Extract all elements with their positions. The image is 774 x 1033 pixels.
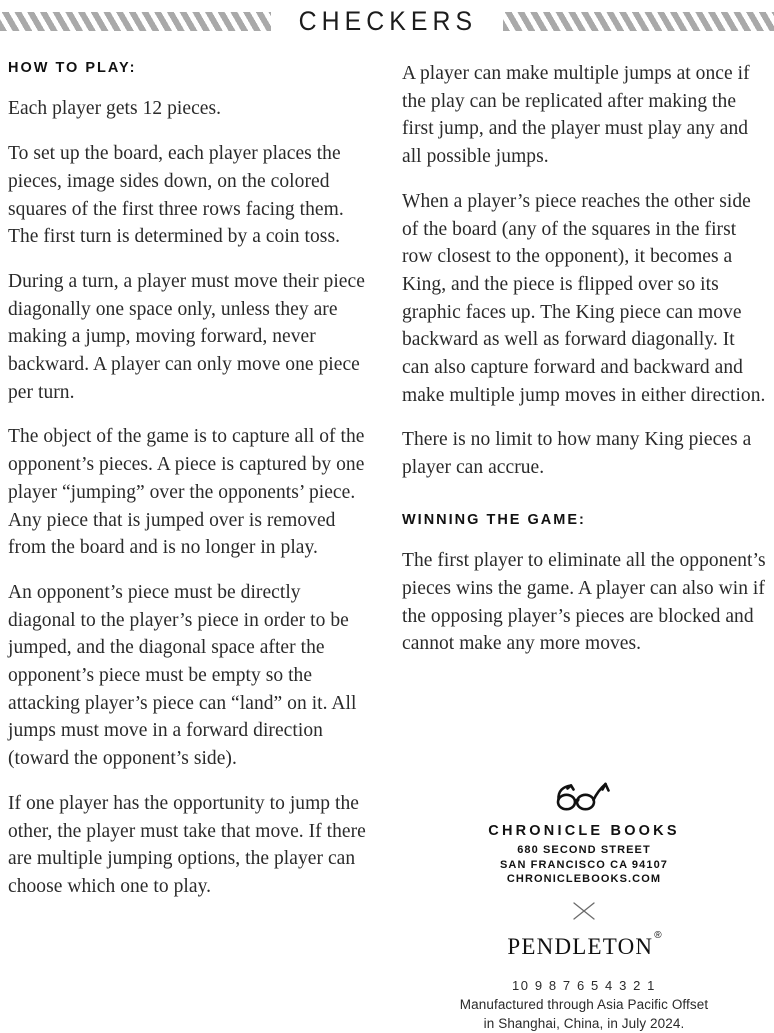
left-column — [8, 60, 372, 901]
publisher-city: SAN FRANCISCO CA 94107 — [499, 858, 669, 871]
x-cross-icon — [571, 900, 597, 922]
publisher-website[interactable]: CHRONICLEBOOKS.COM — [506, 873, 662, 886]
winning-the-game-heading: WINNING THE GAME: — [402, 511, 586, 528]
paragraph-object-of-game: The object of the game is to capture all of the opponent’s pieces. A piece is captured by one player “jumping” over the opponents’ piece. Any piece that is jumped over is removed from the board and is no longer in play. — [8, 426, 365, 559]
spectacles-icon — [552, 778, 616, 814]
brand-name: pendleton — [507, 925, 654, 962]
paragraph-king-rules: When a player’s piece reaches the other side of the board (any of the squares in the first row closest to the opponent), it becomes a King, and the piece is flipped over so its graphic faces up. The King piece can move backward as well as forward diagonally. It can also capture forward and backward and make multiple jump moves in either direction. — [402, 190, 766, 406]
registered-trademark-mark: ® — [654, 930, 662, 942]
paragraph-board-setup: To set up the board, each player places the pieces, image sides down, on the colored squares of the first three rows facing them. The first turn is determined by a coin toss. — [8, 143, 344, 248]
hatch-stripe-left — [0, 12, 271, 31]
page-title: CHECKERS — [299, 5, 478, 36]
paragraph-forced-jump: If one player has the opportunity to jump the other, the player must take that move. If there are multiple jumping options, the player can choose which one to play. — [8, 792, 366, 897]
paragraph-jump-rules: An opponent’s piece must be directly diagonal to the player’s piece in order to be jumped, and the diagonal space after the opponent’s piece must be empty so the attacking player’s piece can “land” on it. All jumps must move in a forward direction (toward the opponent’s side). — [8, 581, 357, 770]
publisher-street: 680 SECOND STREET — [517, 844, 651, 857]
publisher-name: CHRONICLE BOOKS — [488, 823, 680, 839]
how-to-play-heading: HOW TO PLAY: — [8, 60, 137, 76]
paragraph-turn-movement: During a turn, a player must move their piece diagonally one space only, unless they are making a jump, moving forward, never backward. A player can only move one piece per turn. — [8, 270, 365, 403]
page-header — [0, 0, 774, 42]
brand-lockup — [507, 925, 662, 962]
paragraph-winning-conditions: The first player to eliminate all the opponent’s pieces wins the game. A player can also win if the opposing player’s pieces are blocked and cannot make any more moves. — [402, 550, 766, 655]
hatch-stripe-right — [503, 12, 774, 31]
right-column — [402, 60, 766, 658]
paragraph-multiple-jumps: A player can make multiple jumps at once if the play can be replicated after making the first jump, and the player must play any and all possible jumps. — [402, 63, 750, 168]
manufacture-line-2: in Shanghai, China, in July 2024. — [483, 1015, 685, 1031]
manufacture-line-1: Manufactured through Asia Pacific Offset — [459, 996, 709, 1012]
print-run-number-line: 10 9 8 7 6 5 4 3 2 1 — [511, 977, 657, 993]
colophon-block — [402, 778, 766, 1033]
paragraph-king-limit: There is no limit to how many King pieces a player can accrue. — [402, 429, 752, 479]
paragraph-pieces-count: Each player gets 12 pieces. — [8, 98, 222, 120]
